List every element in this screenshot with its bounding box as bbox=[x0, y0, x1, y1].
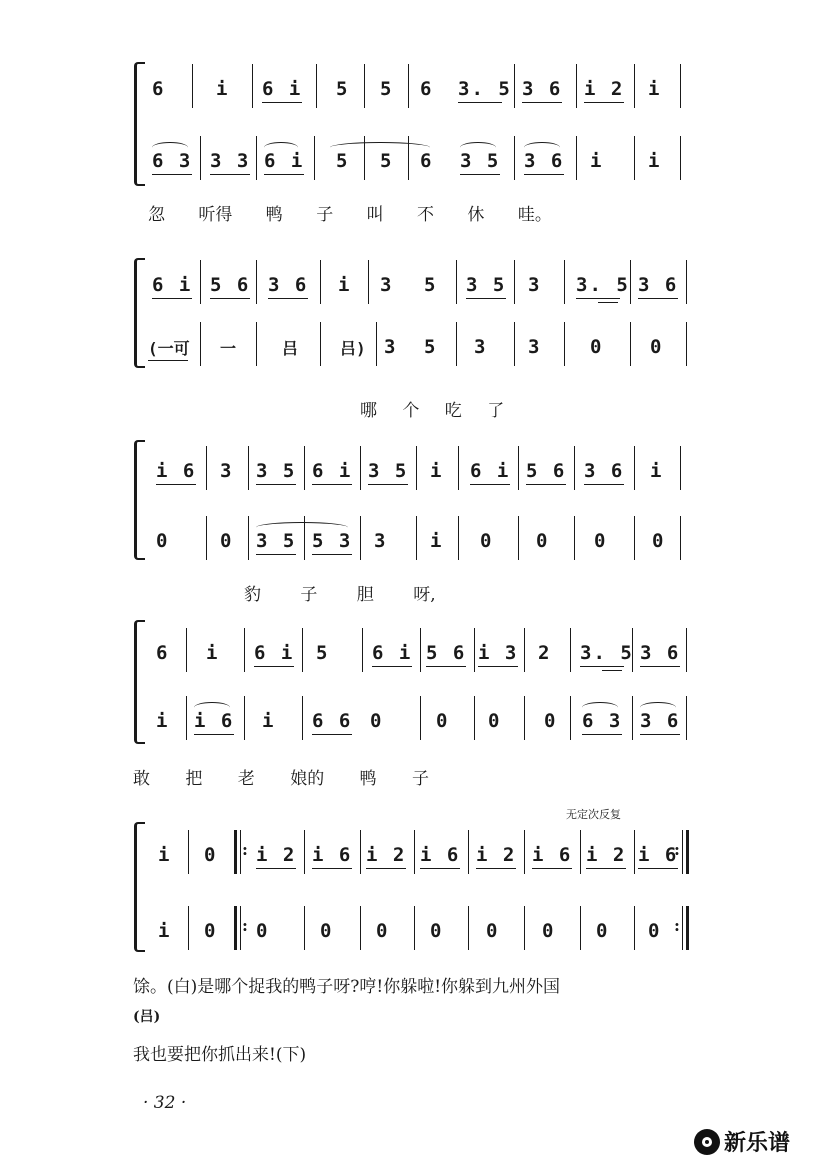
repeat-start-barline bbox=[234, 830, 237, 874]
lower-staff bbox=[144, 704, 681, 764]
underline bbox=[210, 174, 250, 175]
barline bbox=[632, 696, 633, 740]
note: 6 3 bbox=[152, 150, 193, 172]
note: 3 6 bbox=[268, 274, 309, 296]
note: i 6 bbox=[638, 844, 679, 866]
lyrics-line-2: 哪 个 吃 了 bbox=[360, 401, 505, 421]
underline bbox=[268, 298, 308, 299]
note: 0 bbox=[204, 844, 218, 866]
note: 0 bbox=[648, 920, 662, 942]
note: 0 bbox=[486, 920, 500, 942]
repeat-annotation: 无定次反复 bbox=[566, 808, 621, 821]
barline bbox=[580, 906, 581, 950]
barline bbox=[456, 260, 457, 304]
barline bbox=[376, 322, 377, 366]
underline bbox=[580, 666, 624, 667]
underline bbox=[264, 174, 304, 175]
barline bbox=[574, 446, 575, 490]
underline bbox=[586, 868, 626, 869]
underline bbox=[458, 102, 502, 103]
barline bbox=[320, 322, 321, 366]
underline bbox=[256, 554, 296, 555]
underline bbox=[522, 102, 562, 103]
lower-staff bbox=[144, 144, 675, 204]
barline bbox=[630, 260, 631, 304]
barline bbox=[364, 136, 365, 180]
barline bbox=[416, 516, 417, 560]
note: 0 bbox=[480, 530, 494, 552]
score-system-1 bbox=[130, 62, 675, 212]
barline bbox=[576, 136, 577, 180]
dialogue-line-3: 我也要把你抓出来!(下) bbox=[133, 1045, 307, 1065]
note: 0 bbox=[220, 530, 234, 552]
note: 6 6 bbox=[312, 710, 353, 732]
underline bbox=[466, 298, 506, 299]
note: 0 bbox=[370, 710, 384, 732]
repeat-start-barline bbox=[234, 906, 237, 950]
note: 3 6 bbox=[640, 642, 681, 664]
barline bbox=[468, 830, 469, 874]
note: 3 6 bbox=[524, 150, 565, 172]
barline bbox=[248, 446, 249, 490]
note: 5 bbox=[424, 336, 438, 358]
barline bbox=[570, 628, 571, 672]
barline bbox=[564, 322, 565, 366]
barline bbox=[634, 516, 635, 560]
underline bbox=[532, 868, 572, 869]
note: 6 i bbox=[152, 274, 193, 296]
underline bbox=[640, 734, 680, 735]
barline bbox=[524, 696, 525, 740]
underline bbox=[312, 734, 352, 735]
note: 0 bbox=[320, 920, 334, 942]
underline bbox=[156, 484, 196, 485]
note: 3. 5 bbox=[576, 274, 630, 296]
barline bbox=[248, 516, 249, 560]
underline bbox=[470, 484, 510, 485]
lyrics-line-1: 忽 听得 鸭 子 叫 不 休 哇。 bbox=[148, 205, 552, 225]
note: 6 i bbox=[262, 78, 303, 100]
note: 3 5 bbox=[256, 530, 297, 552]
note: i 6 bbox=[312, 844, 353, 866]
barline bbox=[360, 516, 361, 560]
note: i bbox=[338, 274, 352, 296]
note: 吕 bbox=[282, 339, 301, 358]
note: 3 5 bbox=[466, 274, 507, 296]
site-logo bbox=[694, 1126, 790, 1157]
note: i 3 bbox=[478, 642, 519, 664]
note: i bbox=[650, 460, 664, 482]
barline bbox=[244, 628, 245, 672]
barline bbox=[420, 628, 421, 672]
barline bbox=[316, 64, 317, 108]
page-number: · 32 · bbox=[143, 1093, 187, 1113]
note: 0 bbox=[544, 710, 558, 732]
note: i 2 bbox=[584, 78, 625, 100]
barline bbox=[302, 628, 303, 672]
barline bbox=[414, 830, 415, 874]
barline bbox=[514, 260, 515, 304]
note: 2 bbox=[538, 642, 552, 664]
barline bbox=[524, 830, 525, 874]
barline bbox=[368, 260, 369, 304]
barline bbox=[420, 696, 421, 740]
underline bbox=[476, 868, 516, 869]
note: 3. 5 bbox=[580, 642, 634, 664]
note: 5 3 bbox=[312, 530, 353, 552]
note: 5 6 bbox=[526, 460, 567, 482]
underline bbox=[254, 666, 294, 667]
barline bbox=[188, 906, 189, 950]
note: 3 6 bbox=[522, 78, 563, 100]
note: 0 bbox=[590, 336, 604, 358]
note: 3 6 bbox=[640, 710, 681, 732]
note: i bbox=[158, 920, 172, 942]
underline bbox=[460, 174, 500, 175]
note: 0 bbox=[376, 920, 390, 942]
barline bbox=[524, 628, 525, 672]
barline bbox=[186, 696, 187, 740]
barline bbox=[518, 516, 519, 560]
note: 6 bbox=[156, 642, 170, 664]
underline bbox=[602, 670, 622, 671]
note: i 6 bbox=[532, 844, 573, 866]
barline bbox=[256, 322, 257, 366]
note: 5 bbox=[316, 642, 330, 664]
barline bbox=[634, 64, 635, 108]
note: 5 bbox=[336, 150, 350, 172]
barline bbox=[634, 906, 635, 950]
score-system-3 bbox=[130, 440, 675, 570]
barline bbox=[686, 260, 687, 304]
note: 3 bbox=[474, 336, 488, 358]
barline bbox=[302, 696, 303, 740]
note: 5 6 bbox=[210, 274, 251, 296]
barline bbox=[630, 322, 631, 366]
note: 0 bbox=[436, 710, 450, 732]
note: i 6 bbox=[194, 710, 235, 732]
note: 3. 5 bbox=[458, 78, 512, 100]
barline bbox=[252, 64, 253, 108]
note: 0 bbox=[488, 710, 502, 732]
repeat-end-barline bbox=[682, 906, 683, 950]
note: i bbox=[648, 78, 662, 100]
barline bbox=[576, 64, 577, 108]
underline bbox=[420, 868, 460, 869]
note: i 2 bbox=[476, 844, 517, 866]
note: 0 bbox=[430, 920, 444, 942]
barline bbox=[364, 64, 365, 108]
upper-staff bbox=[144, 454, 675, 514]
barline bbox=[680, 446, 681, 490]
barline bbox=[360, 906, 361, 950]
note: 3 bbox=[528, 336, 542, 358]
underline bbox=[584, 484, 624, 485]
note: i 2 bbox=[366, 844, 407, 866]
barline bbox=[514, 322, 515, 366]
barline bbox=[632, 628, 633, 672]
note: 3 bbox=[528, 274, 542, 296]
barline bbox=[458, 516, 459, 560]
note: 3 6 bbox=[584, 460, 625, 482]
upper-staff bbox=[144, 72, 675, 132]
note: 0 bbox=[594, 530, 608, 552]
logo-text: 新乐谱 bbox=[724, 1131, 791, 1156]
barline bbox=[244, 696, 245, 740]
underline bbox=[256, 484, 296, 485]
note: 6 i bbox=[264, 150, 305, 172]
barline bbox=[200, 260, 201, 304]
note: 6 i bbox=[254, 642, 295, 664]
disc-icon bbox=[694, 1129, 720, 1155]
barline bbox=[456, 322, 457, 366]
lyrics-line-4: 敢 把 老 娘的 鸭 子 bbox=[133, 769, 430, 789]
note: 6 i bbox=[372, 642, 413, 664]
note: i 6 bbox=[156, 460, 197, 482]
note: 0 bbox=[536, 530, 550, 552]
note: 6 bbox=[420, 78, 434, 100]
upper-staff bbox=[144, 838, 679, 898]
note: 5 bbox=[424, 274, 438, 296]
underline bbox=[598, 302, 618, 303]
underline bbox=[524, 174, 564, 175]
note: 3 bbox=[374, 530, 388, 552]
underline bbox=[478, 666, 518, 667]
underline bbox=[638, 298, 678, 299]
barline bbox=[634, 830, 635, 874]
barline bbox=[580, 830, 581, 874]
barline bbox=[256, 260, 257, 304]
underline bbox=[152, 298, 192, 299]
underline bbox=[526, 484, 566, 485]
note: 6 bbox=[152, 78, 166, 100]
barline bbox=[192, 64, 193, 108]
barline bbox=[304, 830, 305, 874]
lower-staff bbox=[144, 524, 675, 584]
underline bbox=[584, 102, 624, 103]
underline bbox=[576, 298, 620, 299]
underline bbox=[312, 484, 352, 485]
note: 3 6 bbox=[638, 274, 679, 296]
barline bbox=[416, 446, 417, 490]
note: 0 bbox=[542, 920, 556, 942]
note: 0 bbox=[652, 530, 666, 552]
note: 6 3 bbox=[582, 710, 623, 732]
score-system-2 bbox=[130, 258, 679, 388]
underline bbox=[640, 666, 680, 667]
barline bbox=[686, 322, 687, 366]
barline bbox=[680, 516, 681, 560]
underline bbox=[262, 102, 302, 103]
note: (一可 bbox=[148, 339, 190, 358]
underline bbox=[368, 484, 408, 485]
note: 5 bbox=[380, 150, 394, 172]
upper-staff bbox=[144, 636, 681, 696]
barline bbox=[320, 260, 321, 304]
underline bbox=[210, 298, 250, 299]
underline bbox=[372, 666, 412, 667]
note: i 2 bbox=[256, 844, 297, 866]
barline bbox=[458, 446, 459, 490]
note: 0 bbox=[156, 530, 170, 552]
note: 3 5 bbox=[256, 460, 297, 482]
barline bbox=[206, 446, 207, 490]
underline bbox=[148, 360, 188, 361]
note: i bbox=[158, 844, 172, 866]
note: 3 5 bbox=[460, 150, 501, 172]
note: 吕) bbox=[340, 339, 366, 358]
barline bbox=[200, 136, 201, 180]
barline bbox=[256, 136, 257, 180]
barline bbox=[514, 136, 515, 180]
note: 一 bbox=[220, 339, 239, 358]
lower-staff bbox=[144, 914, 675, 974]
barline bbox=[362, 628, 363, 672]
note: 5 6 bbox=[426, 642, 467, 664]
underline bbox=[366, 868, 406, 869]
note: 3 bbox=[220, 460, 234, 482]
note: 6 bbox=[420, 150, 434, 172]
barline bbox=[680, 136, 681, 180]
note: 5 bbox=[336, 78, 350, 100]
barline bbox=[188, 830, 189, 874]
barline bbox=[304, 516, 305, 560]
note: 0 bbox=[204, 920, 218, 942]
dialogue-line-1: 馀。(白)是哪个捉我的鸭子呀?哼!你躲啦!你躲到九州外国 bbox=[133, 977, 561, 997]
upper-staff bbox=[144, 268, 679, 328]
note: 0 bbox=[596, 920, 610, 942]
barline bbox=[634, 446, 635, 490]
barline bbox=[514, 64, 515, 108]
note: 0 bbox=[650, 336, 664, 358]
barline bbox=[360, 830, 361, 874]
note: 3 3 bbox=[210, 150, 251, 172]
lyrics-line-3: 豹 子 胆 呀, bbox=[244, 585, 436, 605]
barline bbox=[360, 446, 361, 490]
barline bbox=[564, 260, 565, 304]
barline bbox=[686, 696, 687, 740]
barline bbox=[414, 906, 415, 950]
repeat-end-barline bbox=[682, 830, 683, 874]
barline bbox=[304, 906, 305, 950]
note: i bbox=[216, 78, 230, 100]
underline bbox=[312, 868, 352, 869]
note: i bbox=[156, 710, 170, 732]
note: i 2 bbox=[586, 844, 627, 866]
barline bbox=[200, 322, 201, 366]
note: 3 bbox=[380, 274, 394, 296]
barline bbox=[686, 628, 687, 672]
barline bbox=[474, 696, 475, 740]
barline bbox=[518, 446, 519, 490]
underline bbox=[312, 554, 352, 555]
underline bbox=[152, 174, 192, 175]
dialogue-line-2: (吕) bbox=[133, 1009, 161, 1025]
note: i bbox=[206, 642, 220, 664]
barline bbox=[680, 64, 681, 108]
score-system-4 bbox=[130, 620, 681, 750]
note: 6 i bbox=[312, 460, 353, 482]
note: i bbox=[590, 150, 604, 172]
barline bbox=[634, 136, 635, 180]
note: 6 i bbox=[470, 460, 511, 482]
barline bbox=[408, 136, 409, 180]
barline bbox=[206, 516, 207, 560]
barline bbox=[524, 906, 525, 950]
underline bbox=[194, 734, 234, 735]
barline bbox=[186, 628, 187, 672]
lower-staff bbox=[144, 330, 675, 390]
score-system-5 bbox=[130, 822, 679, 962]
note: 0 bbox=[256, 920, 270, 942]
note: i bbox=[430, 460, 444, 482]
underline bbox=[256, 868, 296, 869]
note: 3 bbox=[384, 336, 398, 358]
note: 5 bbox=[380, 78, 394, 100]
barline bbox=[474, 628, 475, 672]
underline bbox=[426, 666, 466, 667]
note: i 6 bbox=[420, 844, 461, 866]
note: i bbox=[430, 530, 444, 552]
underline bbox=[582, 734, 622, 735]
barline bbox=[314, 136, 315, 180]
barline bbox=[468, 906, 469, 950]
barline bbox=[570, 696, 571, 740]
barline bbox=[304, 446, 305, 490]
barline bbox=[408, 64, 409, 108]
underline bbox=[638, 868, 678, 869]
barline bbox=[574, 516, 575, 560]
note: i bbox=[262, 710, 276, 732]
note: 3 5 bbox=[368, 460, 409, 482]
note: i bbox=[648, 150, 662, 172]
